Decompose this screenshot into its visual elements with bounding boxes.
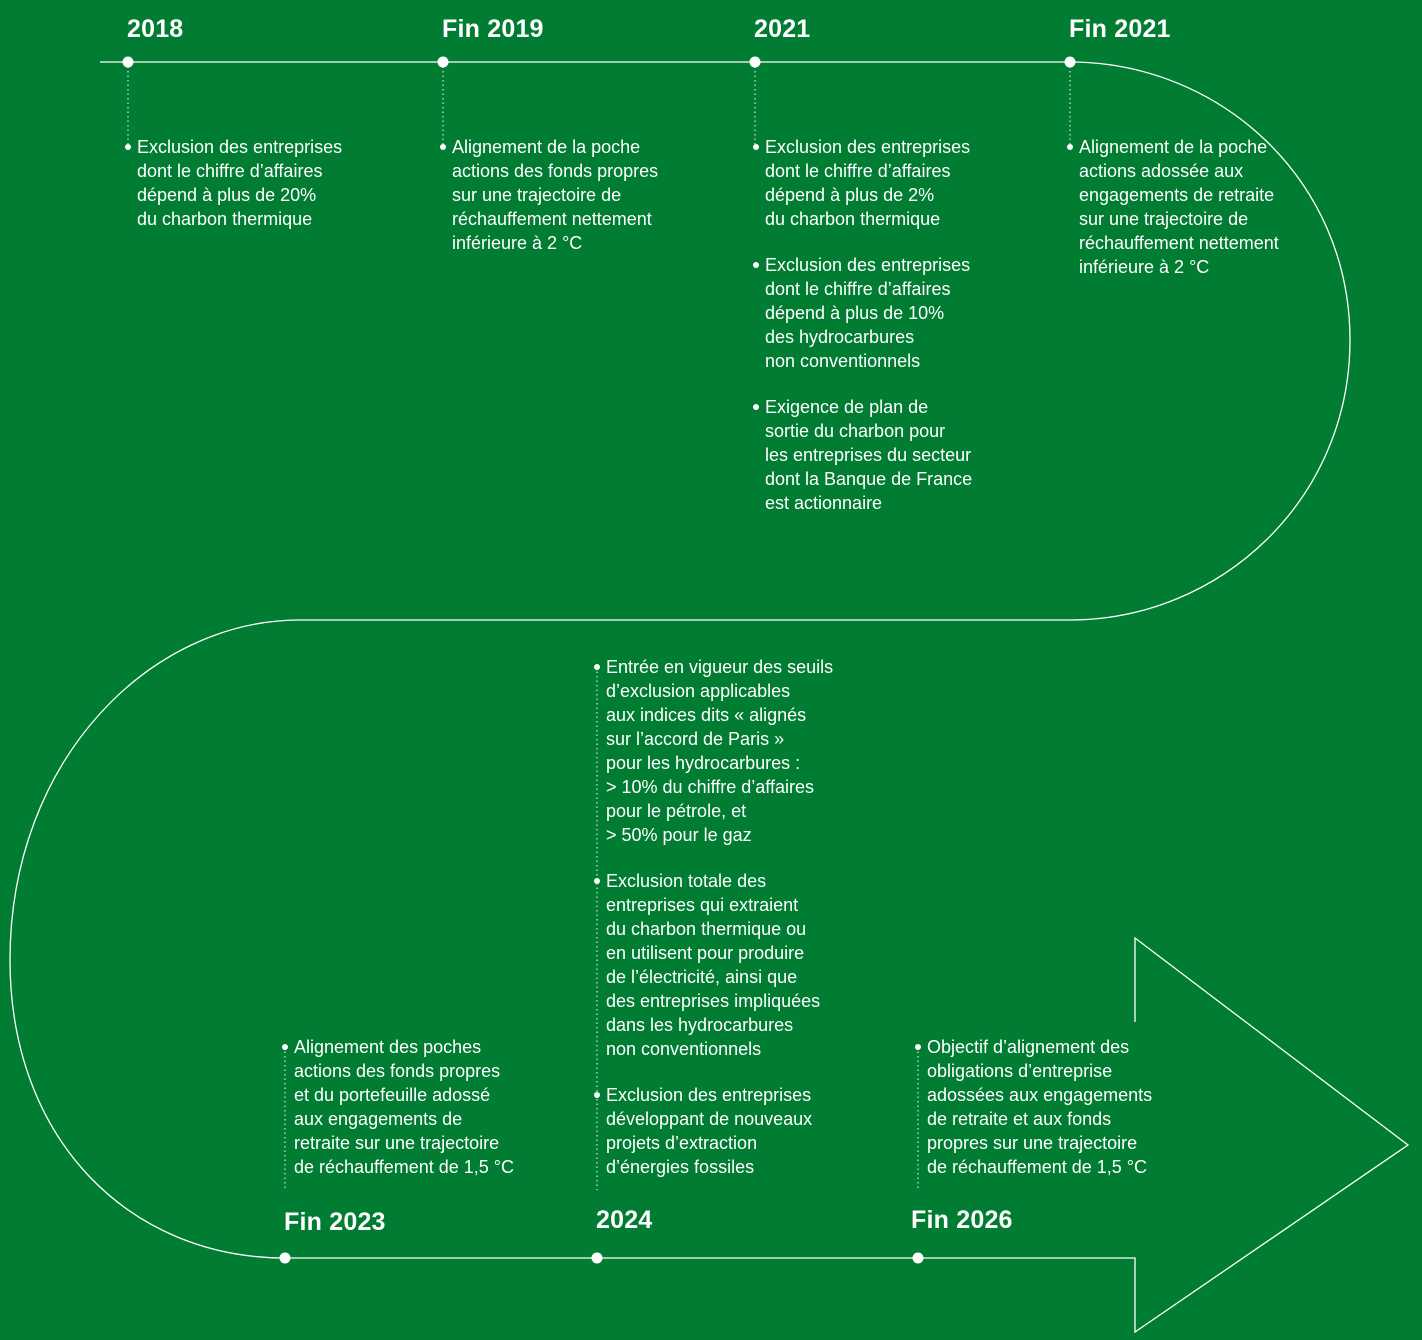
bullet-dot-icon bbox=[753, 262, 759, 268]
bullet-dot-icon bbox=[594, 664, 600, 670]
marker-2021 bbox=[750, 57, 761, 68]
bullet-item bbox=[753, 395, 1023, 515]
marker-fin-2021 bbox=[1065, 57, 1076, 68]
bullet-dot-icon bbox=[753, 144, 759, 150]
bullet-dot-icon bbox=[125, 144, 131, 150]
bullet-text: Alignement des poches actions des fonds propres et du portefeuille adossé aux engagements de retraite sur une trajectoire de réchauffement de 1,5 °C bbox=[294, 1037, 515, 1177]
marker-2024 bbox=[592, 1253, 603, 1264]
bullet-dot-icon bbox=[1067, 144, 1073, 150]
bullet-dot-icon bbox=[594, 878, 600, 884]
year-fin-2026: Fin 2026 bbox=[911, 1206, 1013, 1234]
bullet-text: Exclusion totale des entreprises qui extraient du charbon thermique ou en utilisent pour produire de l’électricité, ainsi que des entreprises impliquées dans les hydrocarbures non conventionnels bbox=[606, 871, 821, 1059]
bullet-text: Entrée en vigueur des seuils d’exclusion applicables aux indices dits « alignés sur l’accord de Paris » pour les hydrocarbures : > 10% du chiffre d’affaires pour le pétrole, et > 50% pour le gaz bbox=[606, 657, 834, 845]
bullet-item bbox=[125, 135, 385, 231]
marker-2018 bbox=[123, 57, 134, 68]
bullet-text: Exclusion des entreprises dont le chiffre d’affaires dépend à plus de 2% du charbon thermique bbox=[765, 137, 971, 229]
milestone-2021-details bbox=[753, 135, 1023, 537]
bullet-item bbox=[915, 1035, 1195, 1179]
marker-fin-2026 bbox=[913, 1253, 924, 1264]
bullet-item bbox=[594, 869, 874, 1061]
bullet-text: Exclusion des entreprises dont le chiffre d’affaires dépend à plus de 10% des hydrocarbures non conventionnels bbox=[765, 255, 971, 371]
year-2018: 2018 bbox=[127, 15, 184, 43]
bullet-item bbox=[282, 1035, 562, 1179]
bullet-item bbox=[753, 135, 1023, 231]
bullet-item bbox=[594, 1083, 874, 1179]
bullet-dot-icon bbox=[594, 1092, 600, 1098]
year-2024: 2024 bbox=[596, 1206, 653, 1234]
bullet-dot-icon bbox=[282, 1044, 288, 1050]
bullet-text: Alignement de la poche actions adossée aux engagements de retraite sur une trajectoire de réchauffement nettement inférieure à 2 °C bbox=[1079, 137, 1279, 277]
year-2021: 2021 bbox=[754, 15, 811, 43]
milestone-fin-2026-details bbox=[915, 1035, 1195, 1201]
bullet-text: Objectif d’alignement des obligations d’entreprise adossées aux engagements de retraite et aux fonds propres sur une trajectoire de réchauffement de 1,5 °C bbox=[927, 1037, 1153, 1177]
bullet-dot-icon bbox=[915, 1044, 921, 1050]
milestone-fin-2023-details bbox=[282, 1035, 562, 1201]
bullet-item bbox=[753, 253, 1023, 373]
year-fin-2021: Fin 2021 bbox=[1069, 15, 1171, 43]
marker-fin-2019 bbox=[438, 57, 449, 68]
milestone-2018-details bbox=[125, 135, 385, 253]
bullet-dot-icon bbox=[753, 404, 759, 410]
year-fin-2019: Fin 2019 bbox=[442, 15, 544, 43]
milestone-fin-2019-details bbox=[440, 135, 710, 277]
milestone-2024-details bbox=[594, 655, 874, 1201]
bullet-text: Exclusion des entreprises dont le chiffre d’affaires dépend à plus de 20% du charbon thermique bbox=[137, 137, 343, 229]
year-fin-2023: Fin 2023 bbox=[284, 1208, 386, 1236]
bullet-text: Exclusion des entreprises développant de nouveaux projets d’extraction d’énergies fossiles bbox=[606, 1085, 813, 1177]
bullet-item bbox=[594, 655, 874, 847]
marker-fin-2023 bbox=[280, 1253, 291, 1264]
bullet-item bbox=[1067, 135, 1337, 279]
milestone-fin-2021-details bbox=[1067, 135, 1337, 301]
bullet-item bbox=[440, 135, 710, 255]
bullet-text: Exigence de plan de sortie du charbon pour les entreprises du secteur dont la Banque de France est actionnaire bbox=[765, 397, 973, 513]
bullet-dot-icon bbox=[440, 144, 446, 150]
bullet-text: Alignement de la poche actions des fonds propres sur une trajectoire de réchauffement nettement inférieure à 2 °C bbox=[452, 137, 659, 253]
